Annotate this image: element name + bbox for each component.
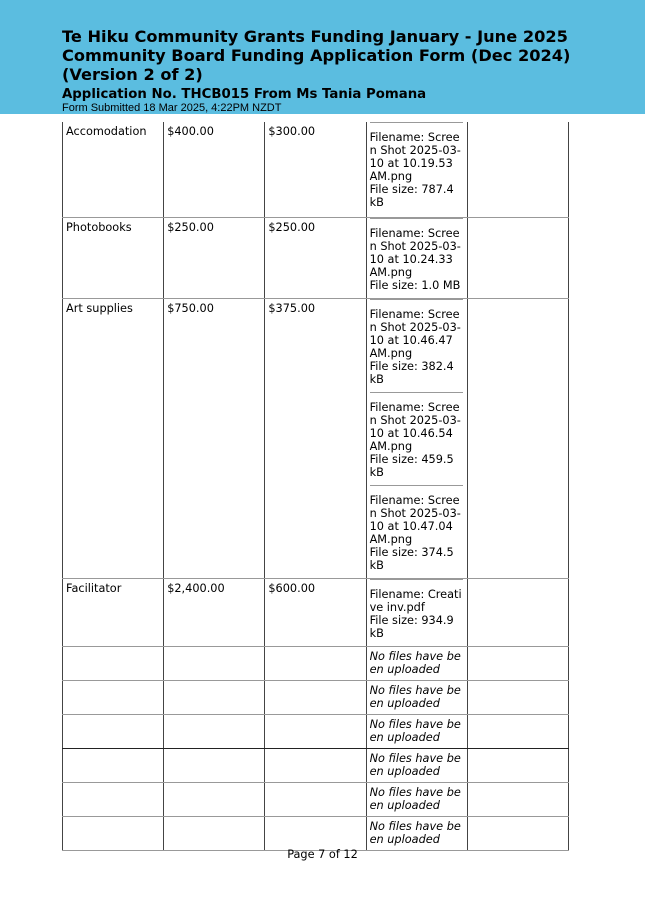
page-number: Page 7 of 12 <box>287 848 358 861</box>
file-name: Filename: Screen Shot 2025-03-10 at 10.46.47 AM.png <box>369 307 461 360</box>
budget-table-body <box>63 122 569 850</box>
table-row <box>63 122 569 217</box>
empty-cell <box>467 714 568 748</box>
item-amount-requested <box>265 714 366 748</box>
document-title: Te Hiku Community Grants Funding January - June 2025 Community Board Funding Application Form (Dec 2024) (Version 2 of 2) <box>62 27 571 84</box>
attached-files <box>366 217 467 298</box>
item-amount-requested <box>265 748 366 782</box>
file-name: Filename: Screen Shot 2025-03-10 at 10.47.04 AM.png <box>369 493 461 546</box>
table-row <box>63 217 569 298</box>
file-size: File size: 1.0 MB <box>369 278 461 292</box>
item-total-cost <box>164 748 265 782</box>
no-files-note: No files have been uploaded <box>366 816 467 850</box>
item-name: Art supplies <box>63 298 164 578</box>
item-total-cost: $2,400.00 <box>164 578 265 646</box>
table-row <box>63 714 569 748</box>
item-name: Photobooks <box>63 217 164 298</box>
budget-table <box>62 122 569 851</box>
file-size: File size: 382.4 kB <box>369 359 454 386</box>
application-number: Application No. THCB015 From Ms Tania Pomana <box>62 87 427 102</box>
empty-cell <box>467 122 568 217</box>
item-name <box>63 782 164 816</box>
file-name: Filename: Screen Shot 2025-03-10 at 10.19.53 AM.png <box>369 131 461 183</box>
item-name <box>63 748 164 782</box>
file-name: Filename: Creative inv.pdf <box>369 587 462 614</box>
item-total-cost <box>164 816 265 850</box>
item-total-cost: $400.00 <box>164 122 265 217</box>
file-size: File size: 374.5 kB <box>369 545 454 572</box>
file-attachment <box>370 392 463 485</box>
file-attachment <box>370 218 463 294</box>
table-row <box>63 578 569 646</box>
item-total-cost <box>164 782 265 816</box>
empty-cell <box>467 217 568 298</box>
item-total-cost: $250.00 <box>164 217 265 298</box>
file-size: File size: 787.4 kB <box>369 183 454 209</box>
table-row <box>63 782 569 816</box>
empty-cell <box>467 646 568 680</box>
file-size: File size: 459.5 kB <box>369 452 454 479</box>
empty-cell <box>467 748 568 782</box>
item-amount-requested: $375.00 <box>265 298 366 578</box>
item-name <box>63 714 164 748</box>
item-name: Accomodation <box>63 122 164 217</box>
item-amount-requested <box>265 646 366 680</box>
attached-files <box>366 122 467 217</box>
no-files-note: No files have been uploaded <box>366 782 467 816</box>
table-row <box>63 748 569 782</box>
item-amount-requested <box>265 816 366 850</box>
item-amount-requested <box>265 680 366 714</box>
item-name: Facilitator <box>63 578 164 646</box>
item-name <box>63 646 164 680</box>
empty-cell <box>467 782 568 816</box>
file-attachment <box>370 579 463 642</box>
item-total-cost <box>164 646 265 680</box>
table-row <box>63 816 569 850</box>
file-attachment <box>370 485 463 574</box>
no-files-note: No files have been uploaded <box>366 680 467 714</box>
no-files-note: No files have been uploaded <box>366 646 467 680</box>
table-row <box>63 646 569 680</box>
no-files-note: No files have been uploaded <box>366 714 467 748</box>
item-name <box>63 816 164 850</box>
table-row <box>63 298 569 578</box>
no-files-note: No files have been uploaded <box>366 748 467 782</box>
item-amount-requested: $250.00 <box>265 217 366 298</box>
item-amount-requested <box>265 782 366 816</box>
file-size: File size: 934.9 kB <box>369 613 454 640</box>
item-name <box>63 680 164 714</box>
file-attachment <box>370 122 463 211</box>
empty-cell <box>467 816 568 850</box>
file-attachment <box>370 299 463 392</box>
document-header <box>0 0 645 114</box>
file-name: Filename: Screen Shot 2025-03-10 at 10.24.33 AM.png <box>369 226 461 279</box>
item-total-cost <box>164 680 265 714</box>
item-amount-requested: $600.00 <box>265 578 366 646</box>
empty-cell <box>467 298 568 578</box>
table-row <box>63 680 569 714</box>
attached-files <box>366 298 467 578</box>
file-name: Filename: Screen Shot 2025-03-10 at 10.46.54 AM.png <box>369 400 461 453</box>
item-total-cost <box>164 714 265 748</box>
submission-date: Form Submitted 18 Mar 2025, 4:22PM NZDT <box>62 102 282 114</box>
attached-files <box>366 578 467 646</box>
empty-cell <box>467 578 568 646</box>
empty-cell <box>467 680 568 714</box>
item-amount-requested: $300.00 <box>265 122 366 217</box>
item-total-cost: $750.00 <box>164 298 265 578</box>
